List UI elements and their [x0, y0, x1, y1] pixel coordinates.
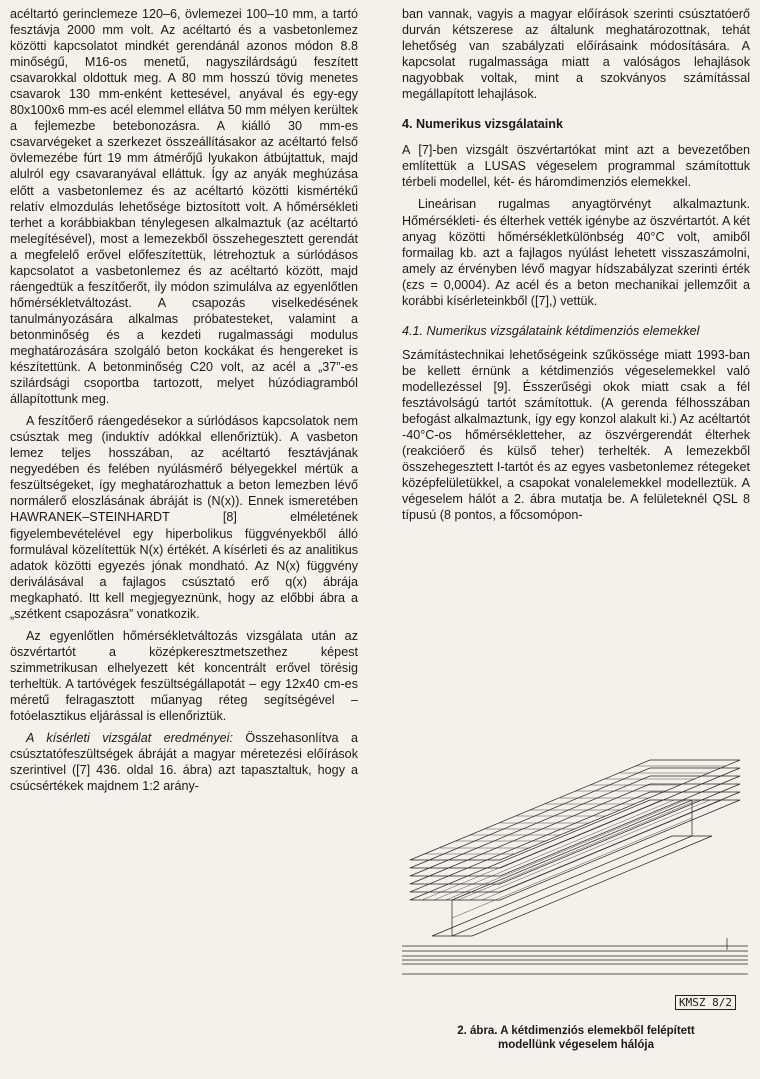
paragraph: acéltartó gerinclemeze 120–6, övlemezei 100–10 mm, a tartó fesztávja 2000 mm volt. Az acéltartó és a vasbetonlemez közötti kapcsolatot mindkét gerendánál azonos módon 8.8 minőségű, M16-os menetű, nagyszilárdságú feszített csavarokkal oldottuk meg. A 80 mm hosszú tövig menetes csavarok 130 mm-enként kettesével, anyával és egy-egy 80x100x6 mm-es acél elemmel ellátva 50 mm mélyen kerültek a fejlemezbe betebonozásra. A kiálló 30 mm-es csavarvégeket a szerkezet összeállításakor az acéltartó felső övlemezébe fúrt 19 mm átmérőjű lyukakon átbújtattuk, majd alulról egy csavaranyával elláttuk. Így az anyák meghúzása előtt a vasbetonlemez és az acéltartó közötti kismértékű relatív elmozdulás lehetősége biztosított volt. A hőmérsékleti terhet a korábbiakban ténylegesen alkalmaztuk (az acéltartó melegítésével), most a lemezekből összehegesztett gerendát a megfelelő erővel előfeszítettük, létrehoztuk a súrlódásos kapcsolatot a vasbetonlemez és az acéltartó között, majd ráengedtük a feszítőerőt, ily módon szimulálva az egyenlőtlen hőmérsékletváltozást. A csapozás viselkedésének tanulmányozására alkalmas próbatesteket, valamint a betonminőség és a kezdeti rugalmassági modulus meghatározására szolgáló beton kockákat és hengereket is készítettünk. A betonminőség C20 volt, az acél a „37”-es szilárdsági csoportba tartozott, melyet húzódiagramból állapítottunk meg. [10, 7, 358, 407]
section-heading: 4. Numerikus vizsgálataink [402, 117, 563, 132]
caption-line: 2. ábra. A kétdimenziós elemekből felépített [457, 1025, 695, 1037]
paragraph [10, 730, 358, 794]
mesh-lines [422, 766, 725, 900]
italic-lead: A kísérleti vizsgálat eredményei: [26, 731, 233, 746]
paragraph: ban vannak, vagyis a magyar előírások szerinti csúsztatóerő durván kétszerese az általunk meghatározottnak, tehát lehetőség van szabályzati előírásaink módosítására. A kapcsolat rugalmassága miatt a valóságos lehajlások nagyobbak voltak, mint a szokványos számítással megállapított lehajlások. [402, 7, 750, 102]
paragraph: Számítástechnikai lehetőségeink szűkössége miatt 1993-ban be kellett érnünk a kétdimenziós végeselemekkel való modellezéssel [9]. Ésszerűségi okok miatt csak a fél fesztávolságú tartót számítottuk. (A gerenda félhosszában befogást alkalmaztunk, így egy konzol alakult ki.) Az acéltartót -40°C-os hőmérsékletteher, az öszvérgerendát élterhek (reakcióerő és külső teher) terhelték. A lemezekből összehegesztett I-tartót és az egyes vasbetonlemez rétegeket középfelületükkel, a csapokat vonalelemekkel modelleztük. A végeselem hálót a 2. ábra mutatja be. A felületeknél QSL 8 típusú (8 pontos, a főcsomópon- [402, 347, 750, 523]
left-column [10, 6, 358, 794]
paragraph: Lineárisan rugalmas anyagtörvényt alkalmaztunk. Hőmérsékleti- és élterhek vették igénybe az öszvértartót. A két anyag közötti hőmérsékletkülönbség 40°C volt, amiből formailag kb. azt a fajlagos nyúlást lehetett visszaszámolni, amely az érvényben lévő magyar hídszabályzat szerinti érték (εzs = 0,0004). Az acél és a beton mechanikai jellemzőit a korábbi kísérleteinkből ([7],) vettük. [402, 197, 750, 308]
fe-mesh-drawing [402, 738, 750, 988]
paragraph: A feszítőerő ráengedésekor a súrlódásos kapcsolatok nem csúsztak meg (induktív adókkal ellenőriztük). A vasbeton lemez teljes hosszában, az acéltartó fesztávjának negyedében és felében nyúlásmérő bélyegekkel mértük a feszültségeket, így meghatározhattuk a beton lemezben lévő normálerő eloszlásának ábráját is (N(x)). Ennek ismeretében HAWRANEK–STEINHARDT [8] elméletének figyelembevételével egy hiperbolikus függvényekből álló formulával közelítettük N(x) értékét. A kísérleti és az analitikus adatok közötti egyezés jónak mondható. Az N(x) függvény deriválásával a fajlagos csúsztató erő q(x) ábrája megkapható. Itt kell megjegyeznünk, hogy az előbbi ábra a „szétkent csapozásra” vonatkozik. [10, 414, 358, 621]
paragraph: Az egyenlőtlen hőmérsékletváltozás vizsgálata után az öszvértartót a középkeresztmetszethez képest szimmetrikusan elhelyezett két koncentrált erővel törésig terheltük. A tartóvégek feszültségállapotát – egy 12x40 cm-es méretű felragasztott műanyag réteg segítségével – fotóelasztikus eljárással is ellenőriztük. [10, 628, 358, 724]
fe-mesh-figure [402, 738, 750, 1038]
right-column [402, 6, 750, 523]
paragraph-text: Összehasonlítva a csúsztatófeszültségek ábráját a magyar méretezési előírások szerintivel ([7] 436. oldal 16. ábra) azt tapasztaltuk, hogy a csúcsértékek majdnem 1:2 arány- [10, 731, 358, 794]
figure-caption [402, 1024, 750, 1052]
figure-stamp: KMSZ 8/2 [675, 995, 736, 1010]
subsection-heading: 4.1. Numerikus vizsgálataink kétdimenziós elemekkel [402, 323, 700, 338]
slab-layers [410, 760, 740, 900]
paragraph: A [7]-ben vizsgált öszvértartókat mint azt a bevezetőben említettük a LUSAS végeselem programmal számítottuk térbeli modellel, két- és háromdimenziós elemekkel. [402, 143, 750, 190]
caption-line: modellünk végeselem hálója [498, 1039, 654, 1051]
elevation-strip [402, 938, 748, 974]
